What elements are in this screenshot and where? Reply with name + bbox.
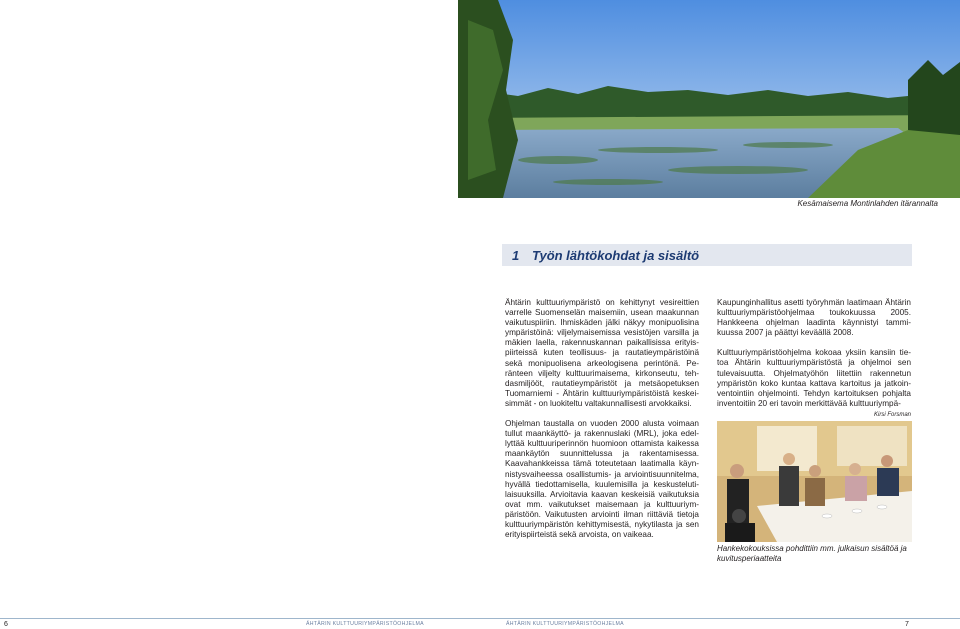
page-number-right: 7 bbox=[905, 621, 909, 628]
footer-title-right: ÄHTÄRIN KULTTUURIYMPÄRISTÖOHJELMA bbox=[506, 621, 624, 627]
footer-title-left: ÄHTÄRIN KULTTUURIYMPÄRISTÖOHJELMA bbox=[306, 621, 424, 627]
section-title: Työn lähtökohdat ja sisältö bbox=[532, 248, 700, 263]
lake-photo-image bbox=[458, 0, 960, 198]
footer-rule bbox=[0, 618, 960, 619]
photo-credit: Kirsi Forsman bbox=[873, 412, 911, 418]
lake-photo bbox=[458, 0, 960, 198]
left-paragraph-1: Ähtärin kulttuuriympäristö on kehittynyt vesireittien varrelle Suomenselän maisemiin, usean maakunnan vaikutuspiiriin. Ihmiskäden jälki näkyy monipuolisina ympäristöinä: viljelymaisemissa vesistöjen varsilla ja mäkien laella, rakennuskannan paikallisissa erityispiirteissä kuten teollisuus- ja rautatieympäristöinä sekä monipuolisena arkeologisena perintönä. Peränteen viljelty kulttuurimaisema, kirkonseutu, tehdasmiljööt, rautatieympäristöt ja metsäopetuksen Tuomarniemi - Ähtärin kulttuuriympäristöistä keskeisimmät - on luokiteltu valtakunnallisesti arvokkaiksi. bbox=[505, 298, 699, 408]
left-paragraph-2: Ohjelman taustalla on vuoden 2000 alusta voimaan tullut maankäyttö- ja rakennuslaki (MRL), joka edellyttää kulttuuriperinnön huomioon ottamista kaikessa maankäytön suunnittelussa ja rakentamisessa. Kaavahankkeissa tämä toteutetaan laatimalla käynnistysvaiheessa osallistumis- ja arviointisuunnitelma, hyvällä tiedottamisella, kuulemisilla ja keskustelutilaisuuksilla. Arvioitavia kaavan keskeisiä vaikutuksia ovat mm. vaikutukset maisemaan ja kulttuuriympäristöön. Vaikutusten arviointi ilman riittäviä tietoja kulttuuriympäristön kehittymisestä, nykytilasta ja sen erityispiirteistä sekä arvoista, on vaikeaa. bbox=[505, 419, 699, 540]
lake-photo-caption: Kesämaisema Montinlahden itärannalta bbox=[797, 199, 938, 208]
right-paragraph-1: Kaupunginhallitus asetti työryhmän laatimaan Ähtärin kulttuuriympäristöohjelmaa toukokuussa 2005. Hankkeena ohjelman laadinta käynnistyi tammikuussa 2007 ja päättyi keväällä 2008. bbox=[717, 298, 911, 338]
left-text-column bbox=[505, 298, 699, 550]
section-heading-bar bbox=[502, 244, 912, 266]
meeting-photo-image bbox=[717, 421, 912, 542]
right-paragraph-2: Kulttuuriympäristöohjelma kokoaa yksiin kansiin tietoa Ähtärin kulttuuriympäristöstä ja ohjelmoi sen tulevaisuutta. Ohjelmatyöhön liitettiin rakennetun ympäristön koko kuntaa kattava kartoitus ja jatkoinventointiin ohjelmointi. Tehdyn kartoituksen pohjalta inventoitiin 20 eri tavoin merkittävää kulttuuriympä- bbox=[717, 348, 911, 408]
right-text-column bbox=[717, 298, 911, 419]
page-number-left: 6 bbox=[4, 621, 8, 628]
meeting-photo bbox=[717, 421, 912, 542]
section-number: 1 bbox=[512, 248, 520, 263]
meeting-photo-caption: Hankekokouksissa pohdittiin mm. julkaisun sisältöä ja kuvitusperiaatteita bbox=[717, 544, 907, 563]
